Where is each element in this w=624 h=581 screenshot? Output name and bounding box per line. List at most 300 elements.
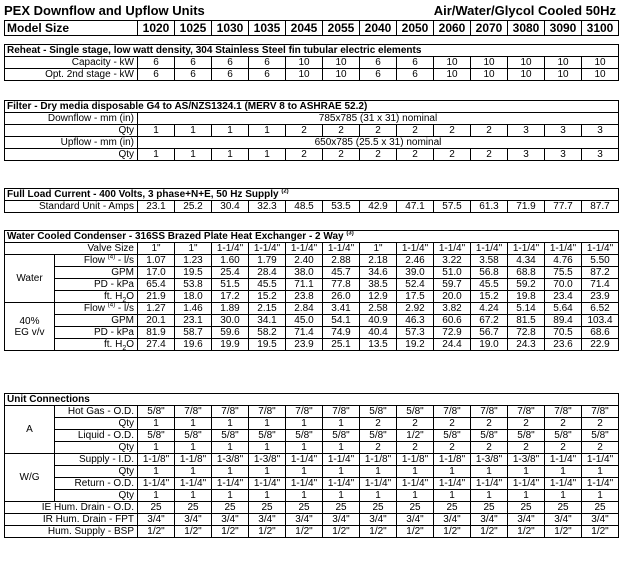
row-label: Capacity - kW xyxy=(5,57,138,69)
value-cell: 10 xyxy=(286,57,323,69)
value-cell: 20.1 xyxy=(138,315,175,327)
value-cell: 59.6 xyxy=(212,327,249,339)
value-cell: 1 xyxy=(286,490,323,502)
value-cell: 2 xyxy=(397,418,434,430)
value-cell: 25 xyxy=(434,502,471,514)
value-cell: 1" xyxy=(360,243,397,255)
value-cell: 3/4" xyxy=(323,514,360,526)
value-cell: 25.4 xyxy=(212,267,249,279)
value-cell: 3 xyxy=(508,149,545,161)
value-cell: 2.15 xyxy=(249,303,286,315)
value-cell: 45.7 xyxy=(323,267,360,279)
value-cell: 1-1/4" xyxy=(471,478,508,490)
data-row xyxy=(5,201,619,213)
value-cell: 1 xyxy=(286,466,323,478)
value-cell: 3/4" xyxy=(582,514,619,526)
value-cell: 19.5 xyxy=(249,339,286,351)
value-cell: 6 xyxy=(397,69,434,81)
value-cell: 68.8 xyxy=(508,267,545,279)
value-cell: 23.1 xyxy=(138,201,175,213)
value-cell: 1-1/4" xyxy=(323,243,360,255)
section-header-row xyxy=(5,189,619,201)
value-cell: 1.89 xyxy=(212,303,249,315)
connection-group-label: A xyxy=(5,406,55,454)
value-cell: 6 xyxy=(397,57,434,69)
value-cell: 10 xyxy=(471,69,508,81)
section-title-text: Filter - Dry media disposable G4 to AS/NZS1324.1 (MERV 8 to ASHRAE 52.2) xyxy=(7,101,368,112)
value-cell: 23.4 xyxy=(545,291,582,303)
value-cell: 58.2 xyxy=(249,327,286,339)
value-cell: 2 xyxy=(397,125,434,137)
value-cell: 2070 xyxy=(471,21,508,36)
value-cell: 3.41 xyxy=(323,303,360,315)
value-cell: 3 xyxy=(545,149,582,161)
connection-row xyxy=(5,478,619,490)
row-label xyxy=(55,255,138,267)
value-cell: 1/2" xyxy=(138,526,175,538)
value-cell: 5/8" xyxy=(471,430,508,442)
value-cell: 1 xyxy=(434,466,471,478)
value-cell: 10 xyxy=(508,69,545,81)
value-cell: 24.4 xyxy=(434,339,471,351)
value-cell: 1/2" xyxy=(175,526,212,538)
value-cell: 3.22 xyxy=(434,255,471,267)
value-cell: 1/2" xyxy=(360,526,397,538)
value-cell: 1-1/4" xyxy=(582,454,619,466)
value-cell: 42.9 xyxy=(360,201,397,213)
value-cell: 7/8" xyxy=(286,406,323,418)
value-cell: 58.7 xyxy=(175,327,212,339)
value-cell: 1 xyxy=(138,442,175,454)
value-cell: 2 xyxy=(360,442,397,454)
value-cell: 56.8 xyxy=(471,267,508,279)
value-cell: 1 xyxy=(138,149,175,161)
value-cell: 1 xyxy=(175,418,212,430)
value-cell: 25 xyxy=(508,502,545,514)
value-cell: 1-1/4" xyxy=(545,454,582,466)
row-label: IR Hum. Drain - FPT xyxy=(5,514,138,526)
value-cell: 1-1/4" xyxy=(545,243,582,255)
section-title xyxy=(5,231,619,243)
value-cell: 6 xyxy=(249,69,286,81)
value-cell: 6 xyxy=(138,69,175,81)
value-cell: 1-1/4" xyxy=(471,243,508,255)
value-cell: 10 xyxy=(323,69,360,81)
value-cell: 1-3/8" xyxy=(471,454,508,466)
value-cell: 1 xyxy=(249,490,286,502)
value-cell: 1-1/4" xyxy=(508,478,545,490)
value-cell: 7/8" xyxy=(545,406,582,418)
span-value: 650x785 (25.5 x 31) nominal xyxy=(138,137,619,149)
value-cell: 1 xyxy=(323,466,360,478)
value-cell: 25 xyxy=(397,502,434,514)
value-cell: 71.9 xyxy=(508,201,545,213)
section-title-text: Unit Connections xyxy=(7,394,90,405)
value-cell: 5/8" xyxy=(323,430,360,442)
value-cell: 1-1/4" xyxy=(360,478,397,490)
value-cell: 20.0 xyxy=(434,291,471,303)
value-cell: 19.5 xyxy=(175,267,212,279)
value-cell: 7/8" xyxy=(323,406,360,418)
value-cell: 7/8" xyxy=(212,406,249,418)
value-cell: 3/4" xyxy=(138,514,175,526)
value-cell: 54.1 xyxy=(323,315,360,327)
value-cell: 1-3/8" xyxy=(212,454,249,466)
sheet-header xyxy=(4,2,618,20)
value-cell: 5/8" xyxy=(249,430,286,442)
value-cell: 25.1 xyxy=(323,339,360,351)
row-label: Hum. Supply - BSP xyxy=(5,526,138,538)
value-cell: 1-1/4" xyxy=(286,243,323,255)
value-cell: 19.2 xyxy=(397,339,434,351)
value-cell: 23.9 xyxy=(582,291,619,303)
value-cell: 1 xyxy=(175,490,212,502)
value-cell: 1-1/4" xyxy=(249,478,286,490)
value-cell: 27.4 xyxy=(138,339,175,351)
value-cell: 5/8" xyxy=(360,430,397,442)
value-cell: 40.9 xyxy=(360,315,397,327)
flow-unit-text: - l/s xyxy=(115,255,134,266)
row-label: GPM xyxy=(55,315,138,327)
value-cell: 1 xyxy=(508,490,545,502)
value-cell: 1 xyxy=(175,125,212,137)
value-cell: 1" xyxy=(175,243,212,255)
value-cell: 39.0 xyxy=(397,267,434,279)
value-cell: 2 xyxy=(360,418,397,430)
value-cell: 1/2" xyxy=(397,526,434,538)
value-cell: 1/2" xyxy=(434,526,471,538)
value-cell: 1-1/4" xyxy=(286,478,323,490)
value-cell: 59.7 xyxy=(434,279,471,291)
value-cell: 2045 xyxy=(286,21,323,36)
value-cell: 46.3 xyxy=(397,315,434,327)
value-cell: 1 xyxy=(286,418,323,430)
value-cell: 1 xyxy=(249,442,286,454)
ft-label-text: ft. H xyxy=(103,291,123,302)
value-cell: 25 xyxy=(545,502,582,514)
value-cell: 15.2 xyxy=(249,291,286,303)
value-cell: 25 xyxy=(286,502,323,514)
value-cell: 1-1/4" xyxy=(249,243,286,255)
value-cell: 3100 xyxy=(582,21,619,36)
value-cell: 25 xyxy=(138,502,175,514)
value-cell: 2.46 xyxy=(397,255,434,267)
value-cell: 10 xyxy=(545,57,582,69)
value-cell: 1 xyxy=(434,490,471,502)
filter-table xyxy=(4,100,619,161)
section-title-text: Reheat - Single stage, low watt density, 304 Stainless Steel fin tubular electric elements xyxy=(7,45,422,56)
value-cell: 59.2 xyxy=(508,279,545,291)
value-cell: 2 xyxy=(471,442,508,454)
value-cell: 3/4" xyxy=(471,514,508,526)
value-cell: 2 xyxy=(471,125,508,137)
value-cell: 1-1/8" xyxy=(138,454,175,466)
value-cell: 71.1 xyxy=(286,279,323,291)
value-cell: 1-1/4" xyxy=(545,478,582,490)
value-cell: 1 xyxy=(323,418,360,430)
connection-row xyxy=(5,430,619,442)
value-cell: 1 xyxy=(138,125,175,137)
section-header-row xyxy=(5,45,619,57)
water-row xyxy=(5,255,619,267)
value-cell: 6 xyxy=(212,57,249,69)
value-cell: 1-1/8" xyxy=(434,454,471,466)
glycol-group-line1: 40% xyxy=(19,315,40,327)
section-title-text: Full Load Current - 400 Volts, 3 phase+N+E, 50 Hz Supply xyxy=(7,189,279,200)
section-title-text: Water Cooled Condenser - 316SS Brazed Plate Heat Exchanger - 2 Way xyxy=(7,231,344,242)
value-cell: 1 xyxy=(323,442,360,454)
model-size-table xyxy=(4,20,619,36)
ft-label-sub: 2 xyxy=(122,345,127,351)
value-cell: 1-1/4" xyxy=(286,454,323,466)
value-cell: 1/2" xyxy=(471,526,508,538)
value-cell: 2.40 xyxy=(286,255,323,267)
connection-row xyxy=(5,454,619,466)
row-label: Qty xyxy=(55,490,138,502)
value-cell: 34.1 xyxy=(249,315,286,327)
value-cell: 72.9 xyxy=(434,327,471,339)
value-cell: 1 xyxy=(323,490,360,502)
value-cell: 75.5 xyxy=(545,267,582,279)
value-cell: 1-1/8" xyxy=(360,454,397,466)
value-cell: 5/8" xyxy=(582,430,619,442)
connection-row xyxy=(5,466,619,478)
value-cell: 17.2 xyxy=(212,291,249,303)
unit-connections-table xyxy=(4,393,619,538)
data-row xyxy=(5,69,619,81)
value-cell: 1-1/4" xyxy=(582,478,619,490)
glycol-row xyxy=(5,303,619,315)
value-cell: 2 xyxy=(286,125,323,137)
flow-unit-text: - l/s xyxy=(115,303,134,314)
value-cell: 1-1/4" xyxy=(397,243,434,255)
value-cell: 57.5 xyxy=(434,201,471,213)
value-cell: 22.9 xyxy=(582,339,619,351)
value-cell: 1-1/4" xyxy=(508,243,545,255)
value-cell: 3 xyxy=(508,125,545,137)
value-cell: 2 xyxy=(397,149,434,161)
value-cell: 1-1/8" xyxy=(397,454,434,466)
water-row xyxy=(5,279,619,291)
value-cell: 53.5 xyxy=(323,201,360,213)
value-cell: 19.6 xyxy=(175,339,212,351)
value-cell: 6 xyxy=(212,69,249,81)
connection-row xyxy=(5,442,619,454)
value-cell: 5/8" xyxy=(138,430,175,442)
value-cell: 1 xyxy=(249,418,286,430)
value-cell: 19.8 xyxy=(508,291,545,303)
value-cell: 1" xyxy=(138,243,175,255)
value-cell: 1 xyxy=(138,466,175,478)
sheet-title: PEX Downflow and Upflow Units xyxy=(4,3,205,18)
row-label: Upflow - mm (in) xyxy=(5,137,138,149)
value-cell: 4.34 xyxy=(508,255,545,267)
value-cell: 10 xyxy=(471,57,508,69)
value-cell: 70.5 xyxy=(545,327,582,339)
value-cell: 21.9 xyxy=(138,291,175,303)
value-cell: 19.9 xyxy=(212,339,249,351)
value-cell: 2.18 xyxy=(360,255,397,267)
value-cell: 3080 xyxy=(508,21,545,36)
value-cell: 3/4" xyxy=(434,514,471,526)
value-cell: 1 xyxy=(249,125,286,137)
value-cell: 56.7 xyxy=(471,327,508,339)
model-size-label: Model Size xyxy=(5,21,138,36)
value-cell: 12.9 xyxy=(360,291,397,303)
value-cell: 1 xyxy=(360,490,397,502)
value-cell: 7/8" xyxy=(508,406,545,418)
water-row xyxy=(5,267,619,279)
value-cell: 87.7 xyxy=(582,201,619,213)
glycol-group-label xyxy=(5,303,55,351)
row-label: Qty xyxy=(5,125,138,137)
value-cell: 1-1/4" xyxy=(175,478,212,490)
value-cell: 17.0 xyxy=(138,267,175,279)
value-cell: 7/8" xyxy=(582,406,619,418)
row-label: Hot Gas - O.D. xyxy=(55,406,138,418)
value-cell: 13.5 xyxy=(360,339,397,351)
value-cell: 1.79 xyxy=(249,255,286,267)
value-cell: 10 xyxy=(508,57,545,69)
value-cell: 1 xyxy=(545,466,582,478)
value-cell: 1-1/4" xyxy=(582,243,619,255)
value-cell: 3/4" xyxy=(175,514,212,526)
value-cell: 1.07 xyxy=(138,255,175,267)
row-label: Return - O.D. xyxy=(55,478,138,490)
value-cell: 19.0 xyxy=(471,339,508,351)
value-cell: 2 xyxy=(508,442,545,454)
value-cell: 1-3/8" xyxy=(249,454,286,466)
value-cell: 6 xyxy=(249,57,286,69)
value-cell: 28.4 xyxy=(249,267,286,279)
value-cell: 2 xyxy=(434,418,471,430)
value-cell: 1 xyxy=(212,466,249,478)
reheat-table xyxy=(4,44,619,81)
full-load-current-table xyxy=(4,188,619,213)
value-cell: 3.58 xyxy=(471,255,508,267)
data-row xyxy=(5,137,619,149)
value-cell: 45.5 xyxy=(471,279,508,291)
value-cell: 1-1/4" xyxy=(212,243,249,255)
value-cell: 1 xyxy=(212,418,249,430)
value-cell: 7/8" xyxy=(471,406,508,418)
value-cell: 87.2 xyxy=(582,267,619,279)
value-cell: 10 xyxy=(323,57,360,69)
value-cell: 3/4" xyxy=(508,514,545,526)
row-label: Downflow - mm (in) xyxy=(5,113,138,125)
value-cell: 3 xyxy=(545,125,582,137)
value-cell: 1/2" xyxy=(582,526,619,538)
value-cell: 1 xyxy=(212,149,249,161)
value-cell: 1 xyxy=(175,466,212,478)
value-cell: 68.6 xyxy=(582,327,619,339)
value-cell: 1-1/4" xyxy=(397,478,434,490)
value-cell: 3 xyxy=(582,149,619,161)
value-cell: 10 xyxy=(582,57,619,69)
value-cell: 2.88 xyxy=(323,255,360,267)
value-cell: 1 xyxy=(397,490,434,502)
value-cell: 1.23 xyxy=(175,255,212,267)
value-cell: 25 xyxy=(582,502,619,514)
ft-label-text: ft. H xyxy=(103,339,123,350)
value-cell: 5/8" xyxy=(508,430,545,442)
value-cell: 71.4 xyxy=(286,327,323,339)
value-cell: 1 xyxy=(582,466,619,478)
value-cell: 2 xyxy=(323,125,360,137)
value-cell: 30.0 xyxy=(212,315,249,327)
value-cell: 61.3 xyxy=(471,201,508,213)
value-cell: 3/4" xyxy=(249,514,286,526)
value-cell: 30.4 xyxy=(212,201,249,213)
row-label: Qty xyxy=(55,442,138,454)
row-label: Qty xyxy=(55,466,138,478)
row-label: Supply - I.D. xyxy=(55,454,138,466)
value-cell: 2 xyxy=(360,125,397,137)
value-cell: 1 xyxy=(212,490,249,502)
value-cell: 15.2 xyxy=(471,291,508,303)
value-cell: 1-1/4" xyxy=(138,478,175,490)
water-group-label: Water xyxy=(5,255,55,303)
footnote-mark: (4) xyxy=(107,302,116,309)
glycol-row xyxy=(5,315,619,327)
section-title xyxy=(5,101,619,113)
value-cell: 48.5 xyxy=(286,201,323,213)
value-cell: 1/2" xyxy=(286,526,323,538)
value-cell: 72.8 xyxy=(508,327,545,339)
value-cell: 4.76 xyxy=(545,255,582,267)
value-cell: 40.4 xyxy=(360,327,397,339)
value-cell: 23.9 xyxy=(286,339,323,351)
row-label xyxy=(55,303,138,315)
value-cell: 6.52 xyxy=(582,303,619,315)
data-row xyxy=(5,125,619,137)
row-label: Qty xyxy=(55,418,138,430)
value-cell: 25.2 xyxy=(175,201,212,213)
value-cell: 5/8" xyxy=(545,430,582,442)
row-label: IE Hum. Drain - O.D. xyxy=(5,502,138,514)
value-cell: 2 xyxy=(323,149,360,161)
connection-row xyxy=(5,406,619,418)
value-cell: 1-1/4" xyxy=(323,454,360,466)
sheet-subtitle: Air/Water/Glycol Cooled 50Hz xyxy=(433,3,616,18)
value-cell: 1/2" xyxy=(249,526,286,538)
footnote-mark: (2) xyxy=(281,188,289,195)
value-cell: 3/4" xyxy=(286,514,323,526)
value-cell: 1035 xyxy=(249,21,286,36)
value-cell: 2 xyxy=(582,442,619,454)
value-cell: 1 xyxy=(471,466,508,478)
value-cell: 25 xyxy=(175,502,212,514)
value-cell: 10 xyxy=(286,69,323,81)
value-cell: 81.5 xyxy=(508,315,545,327)
value-cell: 32.3 xyxy=(249,201,286,213)
glycol-row xyxy=(5,327,619,339)
value-cell: 5.14 xyxy=(508,303,545,315)
value-cell: 2 xyxy=(471,149,508,161)
value-cell: 1 xyxy=(138,490,175,502)
section-title xyxy=(5,45,619,57)
model-size-row xyxy=(5,21,619,36)
section-title xyxy=(5,189,619,201)
value-cell: 10 xyxy=(545,69,582,81)
value-cell: 25 xyxy=(212,502,249,514)
data-row xyxy=(5,149,619,161)
value-cell: 2055 xyxy=(323,21,360,36)
value-cell: 77.7 xyxy=(545,201,582,213)
row-label: Standard Unit - Amps xyxy=(5,201,138,213)
value-cell: 2 xyxy=(397,442,434,454)
value-cell: 1-1/8" xyxy=(175,454,212,466)
